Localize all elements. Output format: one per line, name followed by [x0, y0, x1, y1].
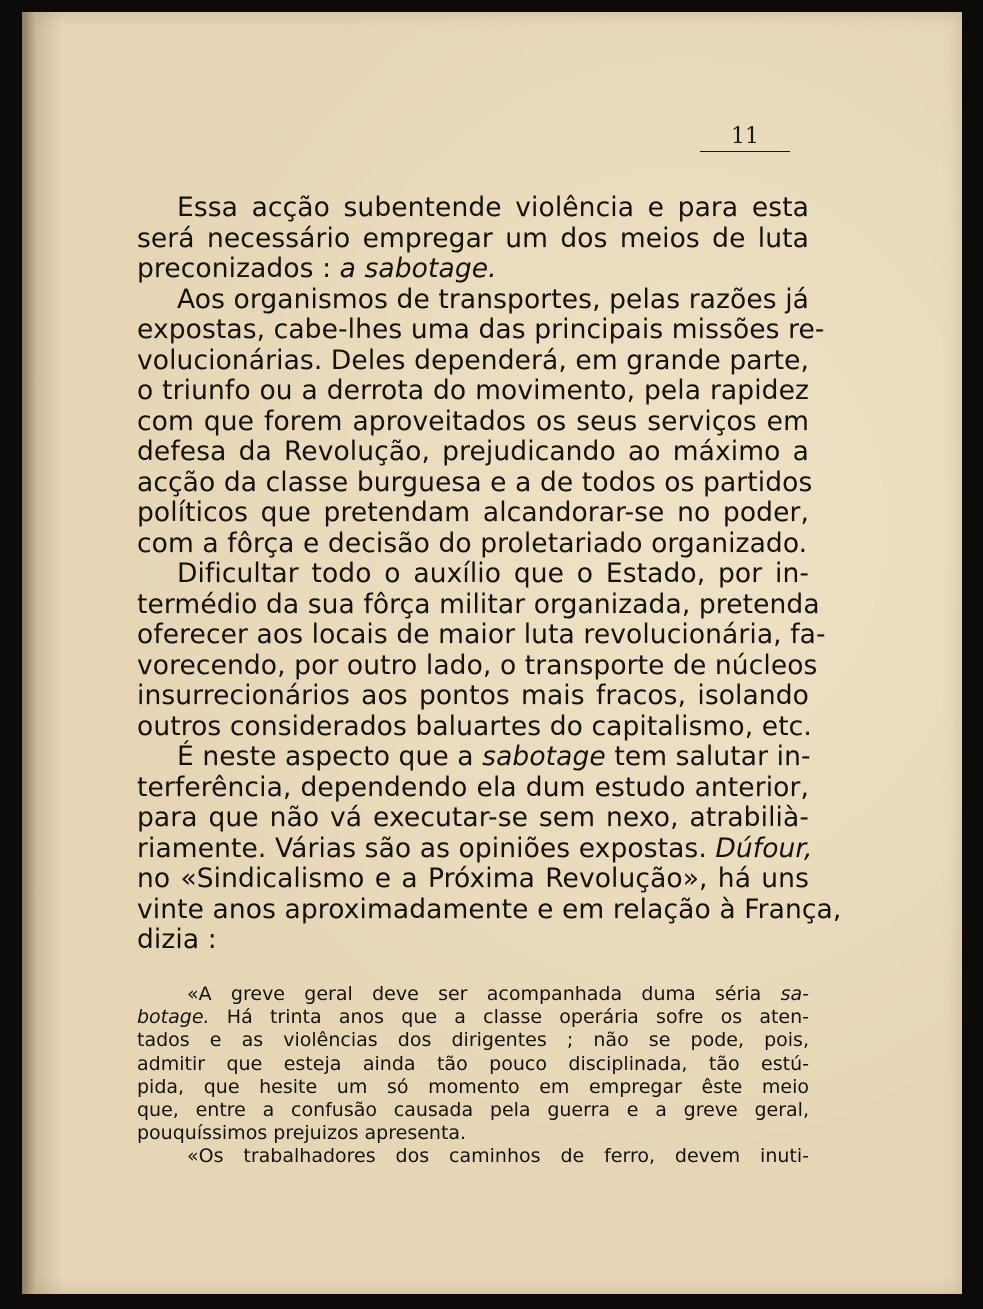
- body-line: o triunfo ou a derrota do movimento, pela rapidez: [137, 375, 809, 406]
- text-segment: Há trinta anos que a classe operária sofre os aten-: [209, 1006, 809, 1029]
- quoted-passage: [137, 983, 809, 1169]
- body-line: termédio da sua fôrça militar organizada, pretenda: [137, 588, 820, 620]
- text-segment: preconizados :: [137, 253, 340, 284]
- body-line: vorecendo, por outro lado, o transporte de núcleos: [137, 649, 818, 681]
- quote-line: [137, 983, 809, 1006]
- body-line: vinte anos aproximadamente e em relação à França,: [137, 893, 842, 925]
- body-line: será necessário empregar um dos meios de luta: [137, 222, 809, 254]
- italic-text: sabotage: [482, 741, 606, 772]
- body-line: Aos organismos de transportes, pelas razões já: [177, 283, 809, 315]
- body-line: [137, 832, 813, 865]
- body-line: Essa acção subentende violência e para esta: [177, 192, 809, 223]
- italic-text: Dúfour,: [715, 832, 813, 864]
- body-line: expostas, cabe-lhes uma das principais missões re-: [137, 314, 825, 345]
- body-line: dizia :: [137, 924, 217, 955]
- page-number: 11: [700, 124, 790, 152]
- body-line: para que não vá executar-se sem nexo, atrabilià-: [137, 802, 809, 833]
- body-line: Dificultar todo o auxílio que o Estado, por in-: [177, 558, 809, 589]
- quote-line: tados e as violências dos dirigentes ; não se pode, pois,: [137, 1029, 809, 1052]
- body-line: insurrecionários aos pontos mais fracos, isolando: [137, 680, 809, 711]
- body-line: defesa da Revolução, prejudicando ao máximo a: [137, 436, 809, 467]
- italic-text: a sabotage.: [339, 253, 497, 284]
- quote-line: que, entre a confusão causada pela guerra e a greve geral,: [137, 1099, 809, 1122]
- body-text: [137, 192, 842, 956]
- body-line: com que forem aproveitados os seus serviços em: [137, 405, 809, 437]
- body-line: volucionárias. Deles dependerá, em grande parte,: [137, 344, 809, 376]
- text-segment: É neste aspecto que a: [177, 741, 483, 772]
- body-line: outros considerados baluartes do capitalismo, etc.: [137, 710, 812, 742]
- body-line: com a fôrça e decisão do proletariado organizado.: [137, 527, 808, 559]
- italic-text: sa-: [780, 983, 809, 1005]
- body-line: terferência, dependendo ela dum estudo anterior,: [137, 771, 809, 803]
- body-line: oferecer aos locais de maior luta revolucionária, fa-: [137, 619, 826, 650]
- body-line: políticos que pretendam alcandorar-se no poder,: [137, 497, 809, 528]
- quote-line: admitir que esteja ainda tão pouco disciplinada, tão estú-: [137, 1052, 809, 1075]
- italic-text: botage.: [137, 1006, 210, 1029]
- text-segment: «A greve geral deve ser acompanhada duma séria: [187, 983, 781, 1005]
- body-line: [137, 742, 809, 773]
- quote-line: pida, que hesite um só momento em empregar êste meio: [137, 1075, 809, 1098]
- text-segment: tem salutar in-: [605, 741, 811, 772]
- quote-line: «Os trabalhadores dos caminhos de ferro, devem inuti-: [187, 1145, 809, 1168]
- quote-line: [137, 1006, 809, 1029]
- body-line: no «Sindicalismo e a Próxima Revolução», há uns: [137, 863, 809, 894]
- body-line: [137, 254, 809, 285]
- text-segment: riamente. Várias são as opiniões expostas.: [137, 832, 716, 864]
- page-spine-edge: [22, 12, 36, 1294]
- quote-line: pouquíssimos prejuizos apresenta.: [137, 1122, 467, 1145]
- body-line: acção da classe burguesa e a de todos os partidos: [137, 466, 813, 498]
